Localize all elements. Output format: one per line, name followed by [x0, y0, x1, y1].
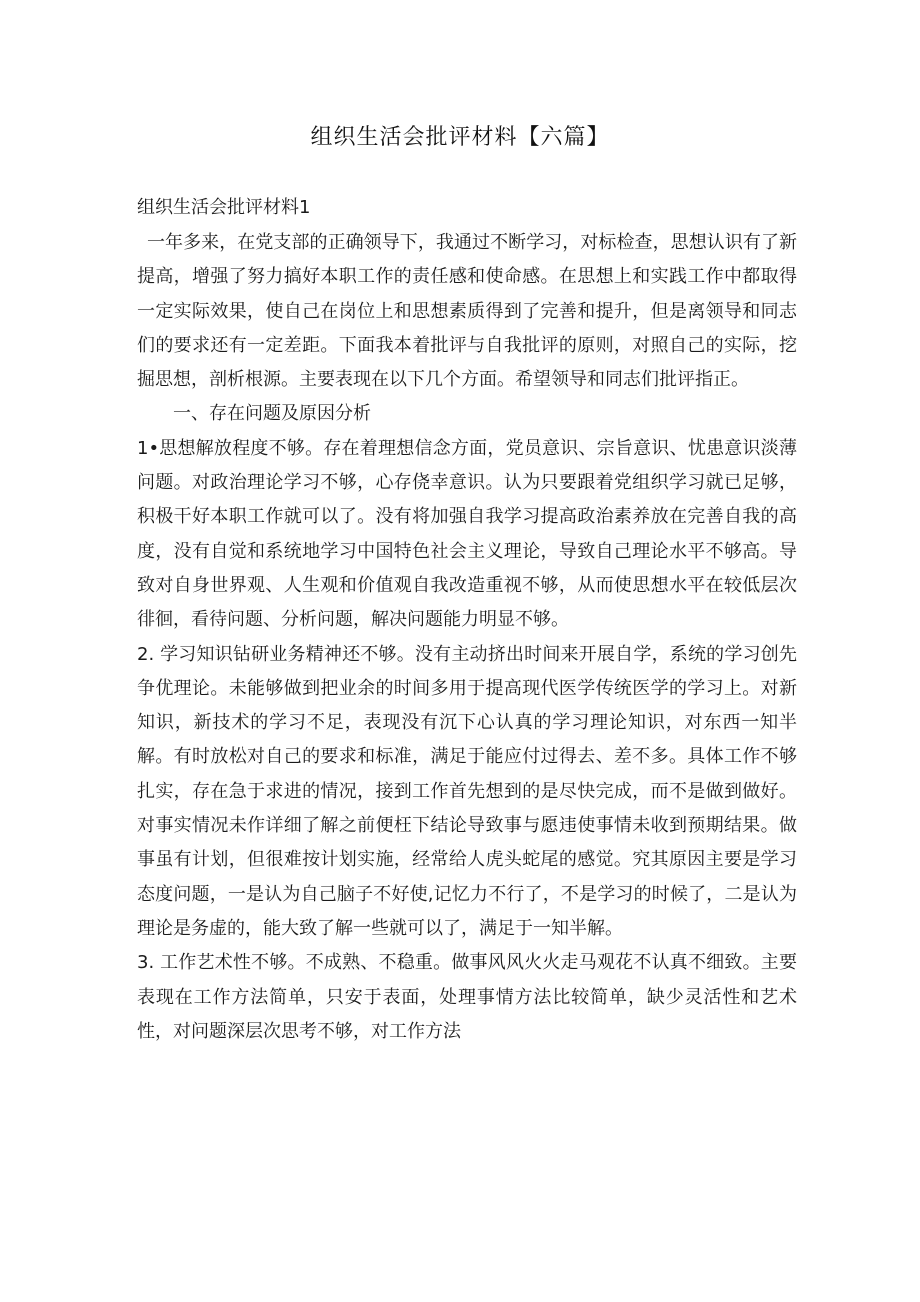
issue-paragraph-1: 1•思想解放程度不够。存在着理想信念方面，党员意识、宗旨意识、忧患意识淡薄问题。对政治理论学习不够，心存侥幸意识。认为只要跟着党组织学习就已足够，积极干好本职工作就可以了。没有将加强自我学习提高政治素养放在完善自我的高度，没有自觉和系统地学习中国特色社会主义理论，导致自己理论水平不够高。导致对自身世界观、人生观和价值观自我改造重视不够，从而使思想水平在较低层次徘徊，看待问题、分析问题，解决问题能力明显不够。: [137, 437, 797, 631]
document-title: 组织生活会批评材料【六篇】: [310, 125, 610, 150]
section-heading: 一、存在问题及原因分析: [173, 403, 371, 425]
intro-paragraph: 一年多来，在党支部的正确领导下，我通过不断学习，对标检查，思想认识有了新提高，增强了努力搞好本职工作的责任感和使命感。在思想上和实践工作中都取得一定实际效果，使自己在岗位上和思想素质得到了完善和提升，但是离领导和同志们的要求还有一定差距。下面我本着批评与自我批评的原则，对照自己的实际，挖掘思想，剖析根源。主要表现在以下几个方面。希望领导和同志们批评指正。: [137, 232, 797, 391]
issue-paragraph-3: 3. 工作艺术性不够。不成熟、不稳重。做事风风火火走马观花不认真不细致。主要表现在工作方法简单，只安于表面，处理事情方法比较简单，缺少灵活性和艺术性，对问题深层次思考不够，对工作方法: [137, 952, 797, 1042]
issue-paragraph-2: 2. 学习知识钻研业务精神还不够。没有主动挤出时间来开展自学，系统的学习创先争优理论。未能够做到把业余的时间多用于提高现代医学传统医学的学习上。对新知识，新技术的学习不足，表现没有沉下心认真的学习理论知识，对东西一知半解。有时放松对自己的要求和标准，满足于能应付过得去、差不多。具体工作不够扎实，存在急于求进的情况，接到工作首先想到的是尽快完成，而不是做到做好。对事实情况未作详细了解之前便枉下结论导致事与愿违使事情未收到预期结果。做事虽有计划，但很难按计划实施，经常给人虎头蛇尾的感觉。究其原因主要是学习态度问题，一是认为自己脑子不好使,记忆力不行了，不是学习的时候了，二是认为理论是务虚的，能大致了解一些就可以了，满足于一知半解。: [137, 643, 797, 939]
section-title: 组织生活会批评材料1: [137, 197, 311, 218]
document-body: [137, 226, 797, 1049]
